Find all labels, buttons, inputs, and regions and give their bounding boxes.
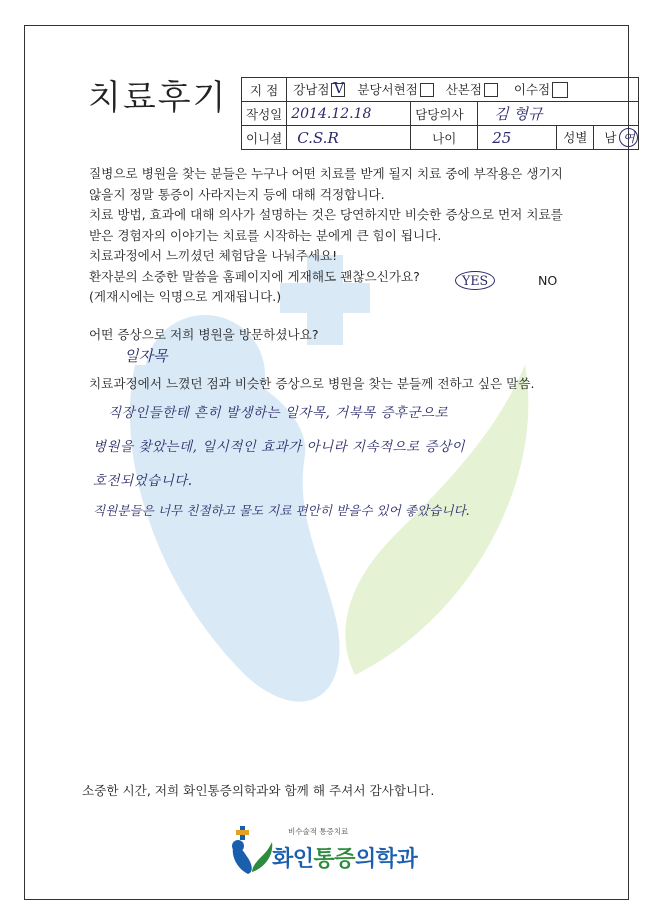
consent-no-option[interactable]: NO xyxy=(538,273,558,288)
intro-line: 않을지 정말 통증이 사라지는지 등에 대해 걱정합니다. xyxy=(89,186,385,202)
initials-value: C.S.R xyxy=(287,126,411,150)
branch-bundang-label: 분당서현점 xyxy=(357,82,418,98)
intro-line: 치료과정에서 느끼셨던 체험담을 나눠주세요! xyxy=(89,248,338,263)
gender-female-selected[interactable]: 여 xyxy=(619,128,638,147)
intro-line: (게재시에는 익명으로 게재됩니다.) xyxy=(89,289,282,304)
closing-message: 소중한 시간, 저희 화인통증의학과와 함께 해 주셔서 감사합니다. xyxy=(82,783,435,798)
branch-bundang-checkbox[interactable] xyxy=(420,83,434,97)
intro-line: 받은 경험자의 이야기는 치료를 시작하는 분에게 큰 힘이 됩니다. xyxy=(89,227,442,243)
answer-symptom: 일자목 xyxy=(124,347,168,365)
branch-label: 지 점 xyxy=(242,78,287,102)
intro-line: 질병으로 병원을 찾는 분들은 누구나 어떤 치료를 받게 될지 치료 중에 부작용은 생기지 xyxy=(89,166,563,181)
gender-cell xyxy=(557,126,639,150)
intro-line: 치료 방법, 효과에 대해 의사가 설명하는 것은 당연하지만 비슷한 증상으로 먼저 치료를 xyxy=(89,207,563,222)
info-table xyxy=(241,77,639,150)
consent-yes-option[interactable] xyxy=(455,271,495,290)
clinic-logo xyxy=(228,824,448,876)
logo-mark-icon xyxy=(228,824,276,876)
doctor-label: 담당의사 xyxy=(411,102,478,126)
question-symptom: 어떤 증상으로 저희 병원을 방문하셨나요? xyxy=(89,327,319,342)
branch-gangnam-label: 강남점 xyxy=(293,82,330,98)
logo-name xyxy=(272,842,417,873)
intro-text xyxy=(89,164,579,308)
logo-subtitle: 비수술적 통증치료 xyxy=(288,827,349,836)
logo-name-part1: 화인 xyxy=(272,847,314,872)
intro-line: 환자분의 소중한 말씀을 홈페이지에 게재해도 괜찮으신가요? xyxy=(89,268,420,284)
branch-sanbon-checkbox[interactable] xyxy=(484,83,498,97)
branch-options xyxy=(287,78,639,102)
gender-male[interactable]: 남 xyxy=(604,130,617,145)
logo-name-part2: 통증 xyxy=(313,847,356,872)
page-title: 치료후기 xyxy=(88,78,228,118)
age-value: 25 xyxy=(478,126,557,150)
branch-isu-checkbox[interactable] xyxy=(552,82,568,98)
age-label: 나이 xyxy=(411,126,478,150)
branch-sanbon-label: 산본점 xyxy=(445,82,482,98)
handwritten-line: 직장인들한테 흔히 발생하는 일자목, 거북목 증후군으로 xyxy=(108,405,449,421)
branch-isu-label: 이수점 xyxy=(513,82,551,98)
logo-name-part3: 의학과 xyxy=(355,847,418,872)
handwritten-line: 직원분들은 너무 친절하고 물도 지료 편안히 받을수 있어 좋았습니다. xyxy=(93,503,470,518)
handwritten-line: 병원을 찾았는데, 일시적인 효과가 아니라 지속적으로 증상이 xyxy=(93,439,466,455)
initials-label: 이니셜 xyxy=(242,126,287,150)
handwritten-line: 호전되었습니다. xyxy=(93,473,193,489)
branch-gangnam-checkbox[interactable] xyxy=(331,83,345,97)
date-value: 2014.12.18 xyxy=(287,102,411,126)
doctor-value: 김 형규 xyxy=(478,102,639,126)
question-message: 치료과정에서 느꼈던 점과 비슷한 증상으로 병원을 찾는 분들께 전하고 싶은 말씀. xyxy=(89,376,535,391)
date-label: 작성일 xyxy=(242,102,287,126)
consent-yes-label: YES xyxy=(455,271,495,290)
gender-label: 성별 xyxy=(557,126,594,149)
